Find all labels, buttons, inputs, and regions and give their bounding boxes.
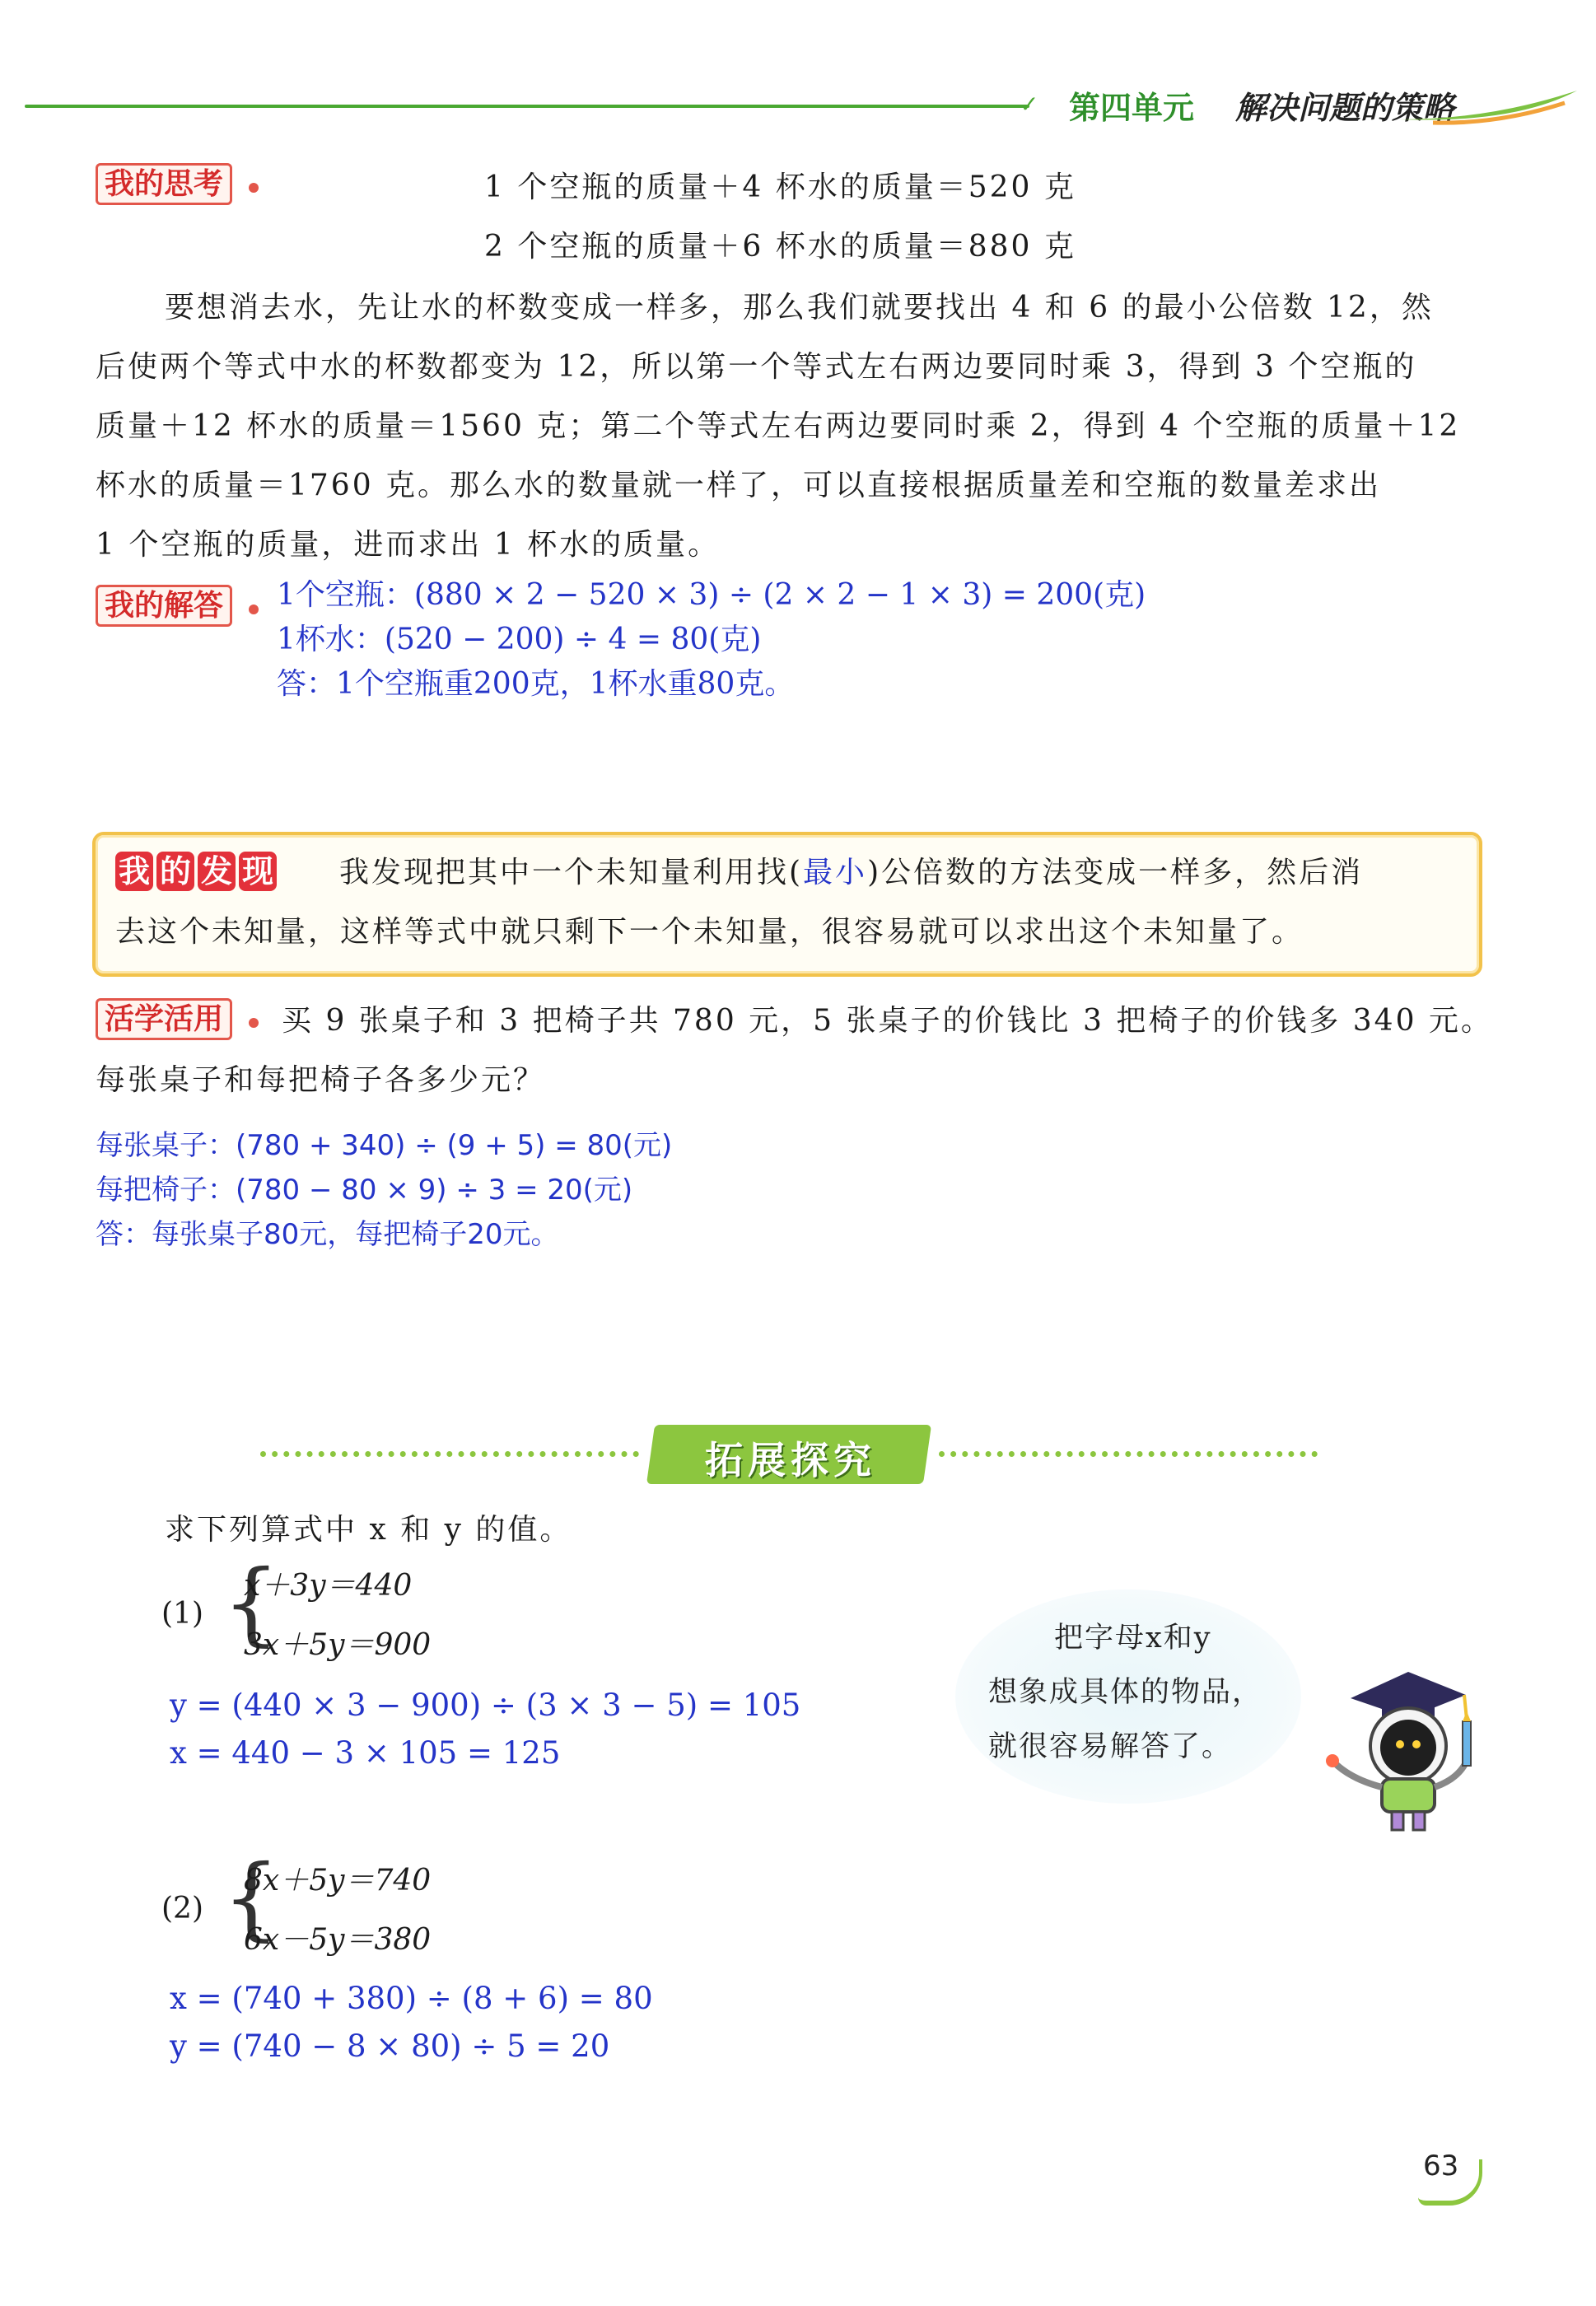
problem-eq: x＋3y＝440 — [244, 1569, 413, 1603]
check-icon: ✓ — [1020, 91, 1039, 118]
discovery-line1: 我发现把其中一个未知量利用找(最小)公倍数的方法变成一样多，然后消 — [339, 856, 1364, 889]
hint-line: 就很容易解答了。 — [988, 1730, 1233, 1763]
solution-section — [96, 588, 232, 624]
solution-line: 1杯水：(520 − 200) ÷ 4 = 80(克) — [277, 623, 762, 656]
page-number: 63 — [1423, 2150, 1459, 2182]
tag-dot-icon — [249, 183, 259, 193]
practice-answer: 答：每张桌子80元，每把椅子20元。 — [96, 1218, 559, 1251]
solution-tag: 我的解答 — [96, 585, 232, 627]
solution-line: 1个空瓶：(880 × 2 − 520 × 3) ÷ (2 × 2 − 1 × 3) = 200(克) — [277, 578, 1146, 612]
hint-line: 想象成具体的物品， — [988, 1676, 1263, 1709]
practice-question: 买 9 张桌子和 3 把椅子共 780 元，5 张桌子的价钱比 3 把椅子的价钱多 340 元。 — [282, 1004, 1493, 1038]
thinking-eq2: 2 个空瓶的质量＋6 杯水的质量＝880 克 — [484, 230, 1076, 264]
thinking-section — [96, 166, 232, 203]
thinking-line: 1 个空瓶的质量，进而求出 1 杯水的质量。 — [96, 528, 721, 562]
problem-answer: y = (440 × 3 − 900) ÷ (3 × 3 − 5) = 105 — [170, 1687, 801, 1723]
header-rule — [25, 105, 1029, 108]
problem-eq: 3x＋5y＝900 — [244, 1628, 432, 1662]
brace-icon: { — [222, 1550, 280, 1655]
thinking-line: 质量＋12 杯水的质量＝1560 克；第二个等式左右两边要同时乘 2，得到 4 个空瓶的质量＋12 — [96, 409, 1461, 443]
practice-answer: 每把椅子：(780 − 80 × 9) ÷ 3 = 20(元) — [96, 1174, 633, 1207]
discovery-tag: 我 的 发 现 — [115, 852, 280, 891]
leaf-icon — [1400, 86, 1581, 128]
thinking-line: 要想消去水，先让水的杯数变成一样多，那么我们就要找出 4 和 6 的最小公倍数 12，然 — [165, 291, 1434, 324]
problem-answer: x = 440 − 3 × 105 = 125 — [170, 1735, 561, 1771]
problem-eq: 8x＋5y＝740 — [244, 1864, 432, 1898]
discovery-fill: 最小 — [803, 856, 868, 889]
tag-dot-icon — [249, 605, 259, 614]
header-unit: 第四单元 — [1069, 90, 1195, 126]
thinking-eq1: 1 个空瓶的质量＋4 杯水的质量＝520 克 — [484, 170, 1076, 204]
explore-title: 拓展探究 — [705, 1438, 876, 1482]
practice-answer: 每张桌子：(780 + 340) ÷ (9 + 5) = 80(元) — [96, 1129, 673, 1162]
problem-label: (2) — [161, 1892, 203, 1926]
dotted-divider — [260, 1451, 639, 1457]
thinking-line: 后使两个等式中水的杯数都变为 12，所以第一个等式左右两边要同时乘 3，得到 3 个空瓶的 — [96, 350, 1417, 384]
practice-question: 每张桌子和每把椅子各多少元？ — [96, 1063, 546, 1097]
discovery-line2: 去这个未知量，这样等式中就只剩下一个未知量，很容易就可以求出这个未知量了。 — [115, 915, 1304, 949]
thinking-tag: 我的思考 — [96, 163, 232, 205]
practice-section — [96, 1001, 232, 1038]
tag-dot-icon — [249, 1018, 259, 1028]
solution-line: 答：1个空瓶重200克，1杯水重80克。 — [277, 667, 795, 701]
hint-line: 把字母x和y — [1054, 1622, 1212, 1655]
problem-answer: y = (740 − 8 × 80) ÷ 5 = 20 — [170, 2028, 610, 2064]
dotted-divider — [939, 1451, 1318, 1457]
problem-answer: x = (740 + 380) ÷ (8 + 6) = 80 — [170, 1981, 653, 2016]
explore-prompt: 求下列算式中 x 和 y 的值。 — [165, 1513, 572, 1547]
robot-mascot-icon — [1318, 1664, 1499, 1837]
problem-eq: 6x－5y＝380 — [244, 1923, 432, 1957]
brace-icon: { — [222, 1845, 280, 1950]
thinking-line: 杯水的质量＝1760 克。那么水的数量就一样了，可以直接根据质量差和空瓶的数量差求出 — [96, 469, 1382, 502]
problem-label: (1) — [161, 1597, 203, 1631]
header-title: 解决问题的策略 — [1235, 90, 1455, 126]
practice-tag: 活学活用 — [96, 998, 232, 1040]
